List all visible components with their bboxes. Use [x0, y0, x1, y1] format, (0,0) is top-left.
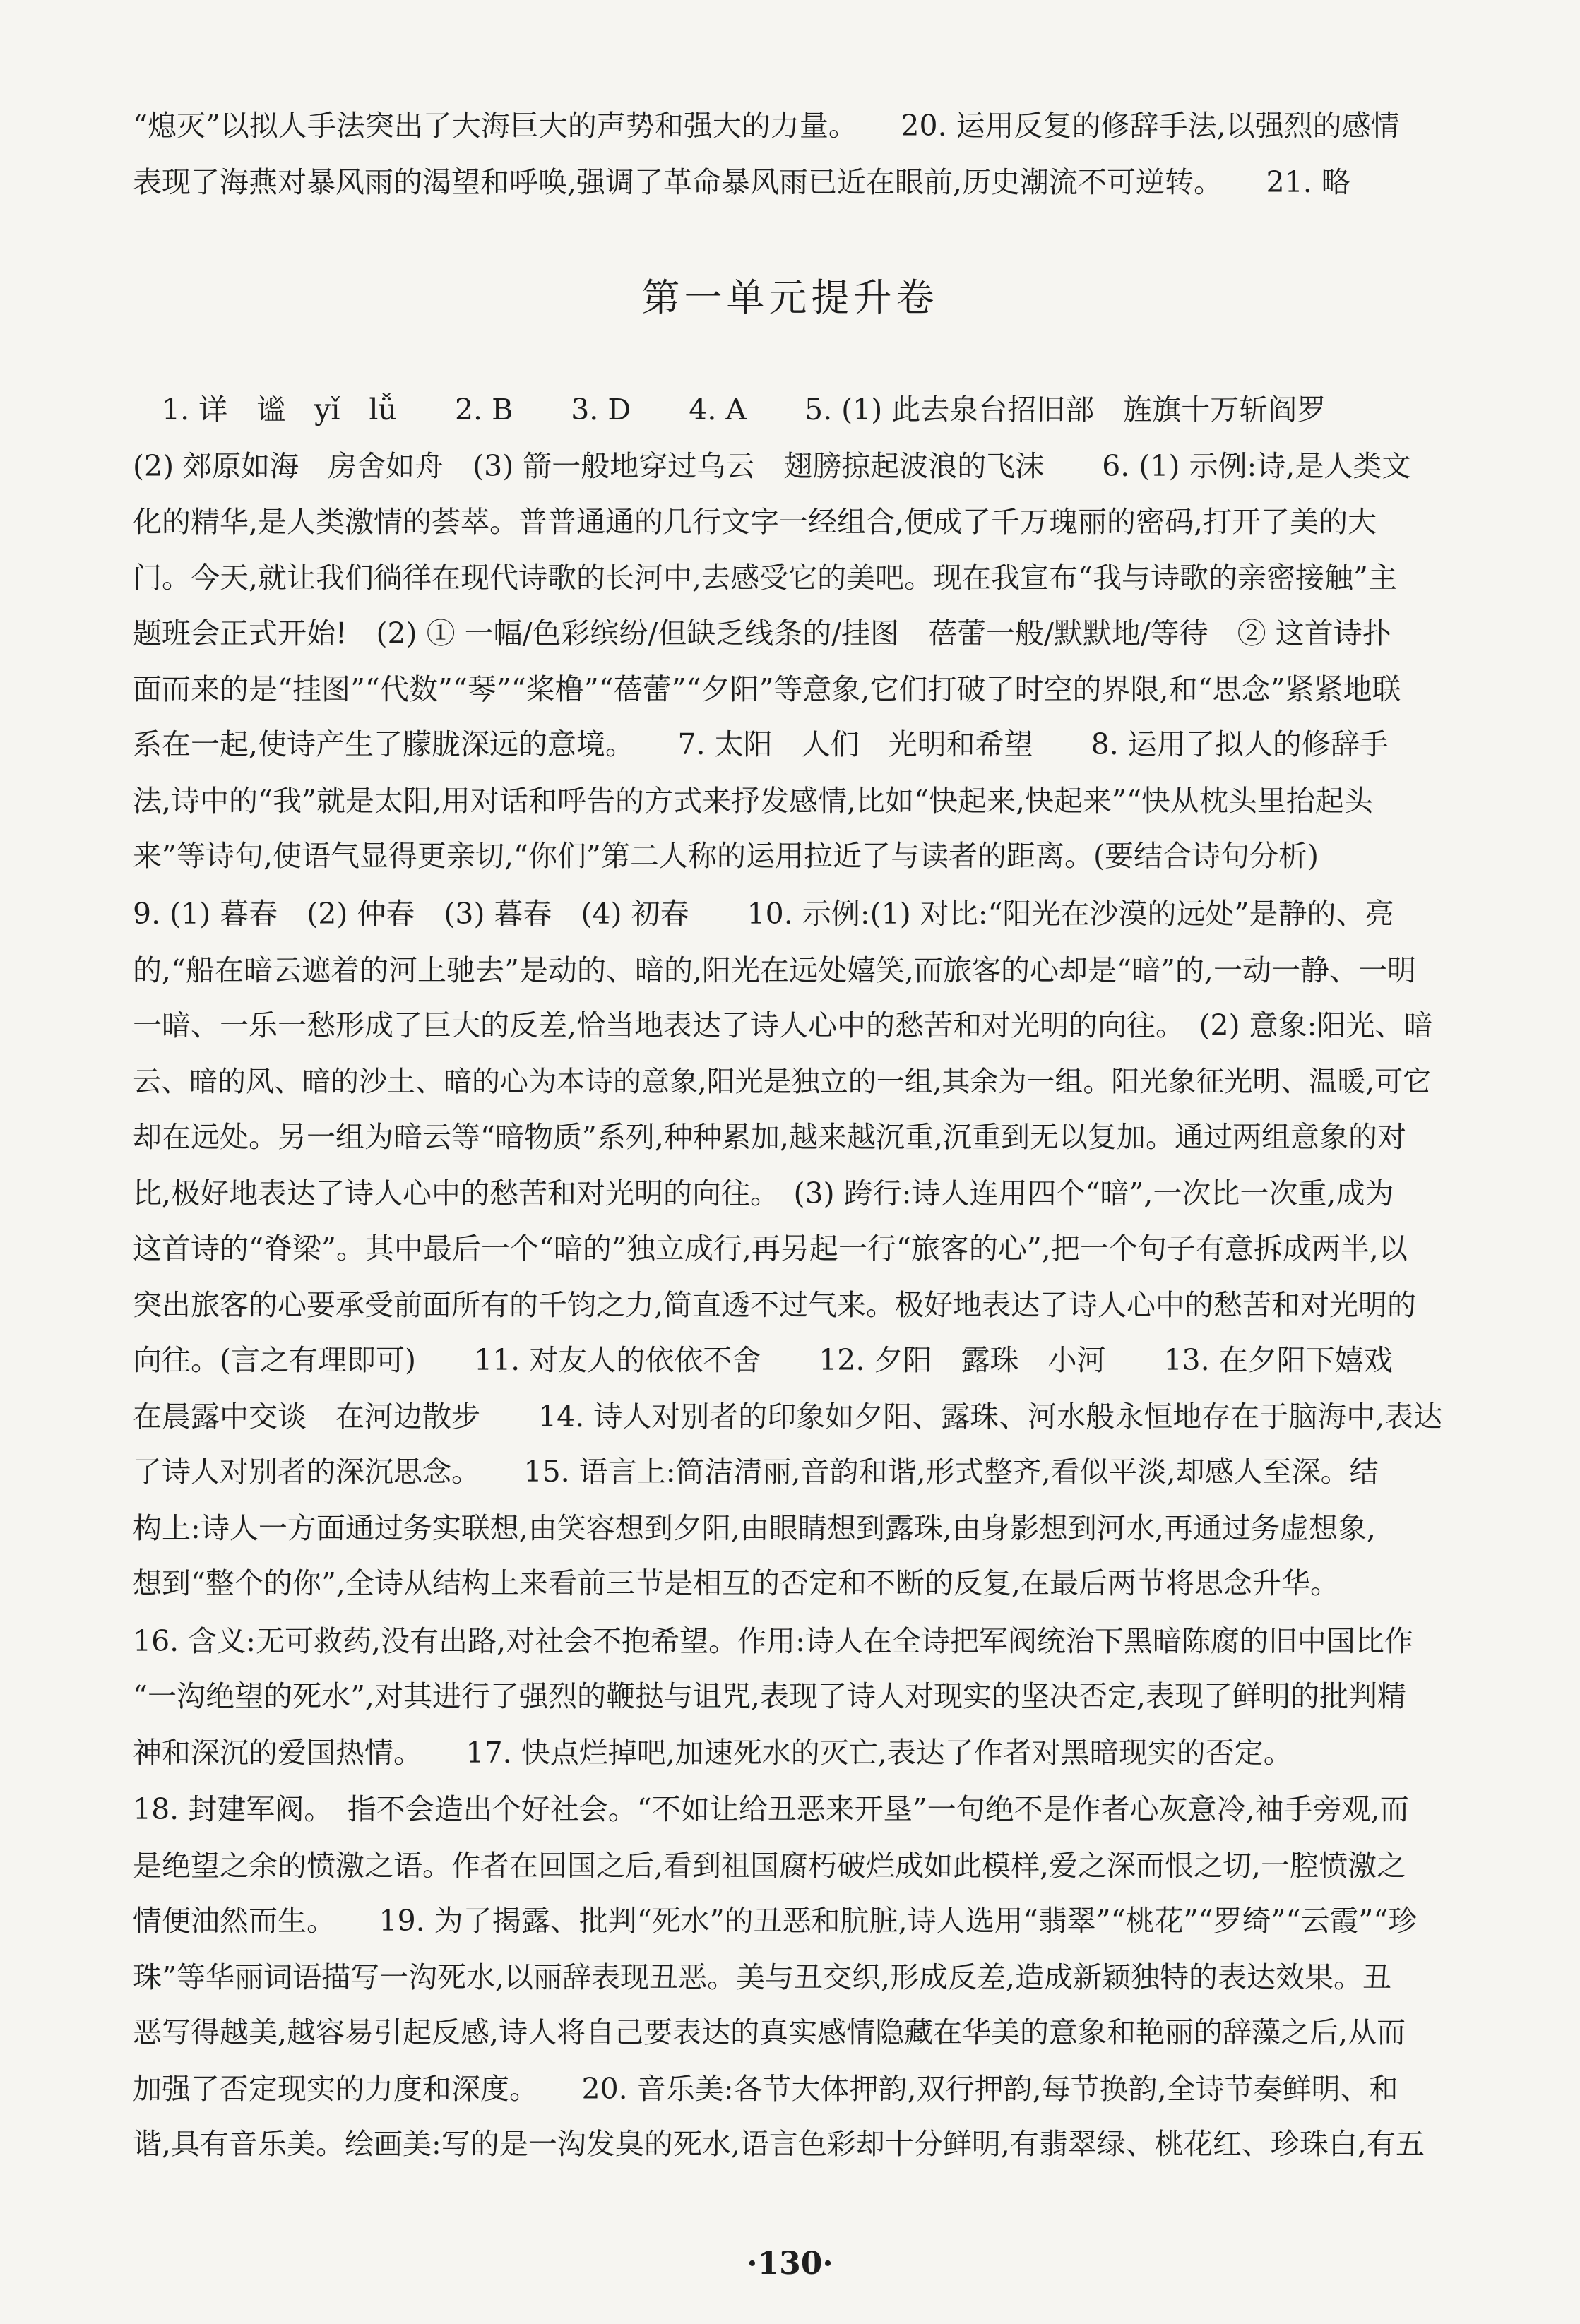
body-line: 谐,具有音乐美。绘画美:写的是一沟发臭的死水,语言色彩却十分鲜明,有翡翠绿、桃花红、珍珠白,有五	[133, 2127, 1425, 2161]
body-line: 构上:诗人一方面通过务实联想,由笑容想到夕阳,由眼睛想到露珠,由身影想到河水,再通过务虚想象,	[133, 1511, 1376, 1545]
body-line: 18. 封建军阀。 指不会造出个好社会。“不如让给丑恶来开垦”一句绝不是作者心灰意冷,袖手旁观,而	[133, 1792, 1409, 1826]
body-line: 门。今天,就让我们徜徉在现代诗歌的长河中,去感受它的美吧。现在我宣布“我与诗歌的亲密接触”主	[133, 561, 1397, 595]
body-line: 珠”等华丽词语描写一沟死水,以丽辞表现丑恶。美与丑交织,形成反差,造成新颖独特的表达效果。丑	[133, 1960, 1392, 1994]
body-line: 来”等诗句,使语气显得更亲切,“你们”第二人称的运用拉近了与读者的距离。(要结合诗句分析)	[133, 839, 1319, 873]
body-line: 向往。(言之有理即可) 11. 对友人的依依不舍 12. 夕阳 露珠 小河 13. 在夕阳下嬉戏	[133, 1343, 1393, 1377]
body-line: 了诗人对别者的深沉思念。 15. 语言上:简洁清丽,音韵和谐,形式整齐,看似平淡,却感人至深。结	[133, 1455, 1379, 1489]
body-line: 却在远处。另一组为暗云等“暗物质”系列,种种累加,越来越沉重,沉重到无以复加。通过两组意象的对	[133, 1120, 1407, 1154]
body-line: (2) 郊原如海 房舍如舟 (3) 箭一般地穿过乌云 翅膀掠起波浪的飞沫 6. (1) 示例:诗,是人类文	[133, 449, 1411, 483]
body-line: 加强了否定现实的力度和深度。 20. 音乐美:各节大体押韵,双行押韵,每节换韵,全诗节奏鲜明、和	[133, 2072, 1398, 2106]
body-line: 法,诗中的“我”就是太阳,用对话和呼告的方式来抒发感情,比如“快起来,快起来”“快从枕头里抬起头	[133, 784, 1373, 818]
body-line: 这首诗的“脊梁”。其中最后一个“暗的”独立成行,再另起一行“旅客的心”,把一个句子有意拆成两半,以	[133, 1232, 1408, 1265]
body-line: 恶写得越美,越容易引起反感,诗人将自己要表达的真实感情隐藏在华美的意象和艳丽的辞藻之后,从而	[133, 2015, 1406, 2049]
body-line: 是绝望之余的愤激之语。作者在回国之后,看到祖国腐朽破烂成如此模样,爱之深而恨之切,一腔愤激之	[133, 1849, 1406, 1883]
section-title: 第一单元提升卷	[641, 275, 939, 320]
body-line: 在晨露中交谈 在河边散步 14. 诗人对别者的印象如夕阳、露珠、河水般永恒地存在于脑海中,表达	[133, 1400, 1443, 1434]
body-line: 一暗、一乐一愁形成了巨大的反差,恰当地表达了诗人心中的愁苦和对光明的向往。 (2) 意象:阳光、暗	[133, 1008, 1433, 1042]
carryover-line-1: “熄灭”以拟人手法突出了大海巨大的声势和强大的力量。 20. 运用反复的修辞手法,以强烈的感情	[133, 109, 1400, 143]
body-line: 的,“船在暗云遮着的河上驰去”是动的、暗的,阳光在远处嬉笑,而旅客的心却是“暗”的,一动一静、一明	[133, 953, 1416, 987]
body-line: 16. 含义:无可救药,没有出路,对社会不抱希望。作用:诗人在全诗把军阀统治下黑暗陈腐的旧中国比作	[133, 1624, 1413, 1658]
body-line: 9. (1) 暮春 (2) 仲春 (3) 暮春 (4) 初春 10. 示例:(1) 对比:“阳光在沙漠的远处”是静的、亮	[133, 897, 1394, 931]
body-line: 系在一起,使诗产生了朦胧深远的意境。 7. 太阳 人们 光明和希望 8. 运用了拟人的修辞手	[133, 727, 1389, 761]
body-line: 神和深沉的爱国热情。 17. 快点烂掉吧,加速死水的灭亡,表达了作者对黑暗现实的否定。	[133, 1736, 1293, 1770]
body-line: 1. 详 谧 yǐ lǚ 2. B 3. D 4. A 5. (1) 此去泉台招旧部 旌旗十万斩阎罗	[133, 393, 1326, 427]
page-number: ·130·	[747, 2246, 833, 2282]
body-line: “一沟绝望的死水”,对其进行了强烈的鞭挞与诅咒,表现了诗人对现实的坚决否定,表现了鲜明的批判精	[133, 1679, 1407, 1713]
body-line: 比,极好地表达了诗人心中的愁苦和对光明的向往。 (3) 跨行:诗人连用四个“暗”,一次比一次重,成为	[133, 1176, 1394, 1210]
body-line: 化的精华,是人类激情的荟萃。普普通通的几行文字一经组合,便成了千万瑰丽的密码,打开了美的大	[133, 505, 1377, 539]
carryover-line-2: 表现了海燕对暴风雨的渴望和呼唤,强调了革命暴风雨已近在眼前,历史潮流不可逆转。 21. 略	[133, 165, 1350, 199]
body-line: 云、暗的风、暗的沙土、暗的心为本诗的意象,阳光是独立的一组,其余为一组。阳光象征光明、温暖,可它	[133, 1066, 1432, 1098]
body-line: 突出旅客的心要承受前面所有的千钧之力,简直透不过气来。极好地表达了诗人心中的愁苦和对光明的	[133, 1288, 1417, 1322]
body-line: 题班会正式开始! (2) ① 一幅/色彩缤纷/但缺乏线条的/挂图 蓓蕾一般/默默地/等待 ② 这首诗扑	[133, 616, 1391, 650]
body-line: 想到“整个的你”,全诗从结构上来看前三节是相互的否定和不断的反复,在最后两节将思念升华。	[133, 1566, 1339, 1600]
body-line: 情便油然而生。 19. 为了揭露、批判“死水”的丑恶和肮脏,诗人选用“翡翠”“桃花”“罗绮”“云霞”“珍	[133, 1904, 1418, 1938]
body-line: 面而来的是“挂图”“代数”“琴”“桨橹”“蓓蕾”“夕阳”等意象,它们打破了时空的界限,和“思念”紧紧地联	[133, 672, 1401, 706]
